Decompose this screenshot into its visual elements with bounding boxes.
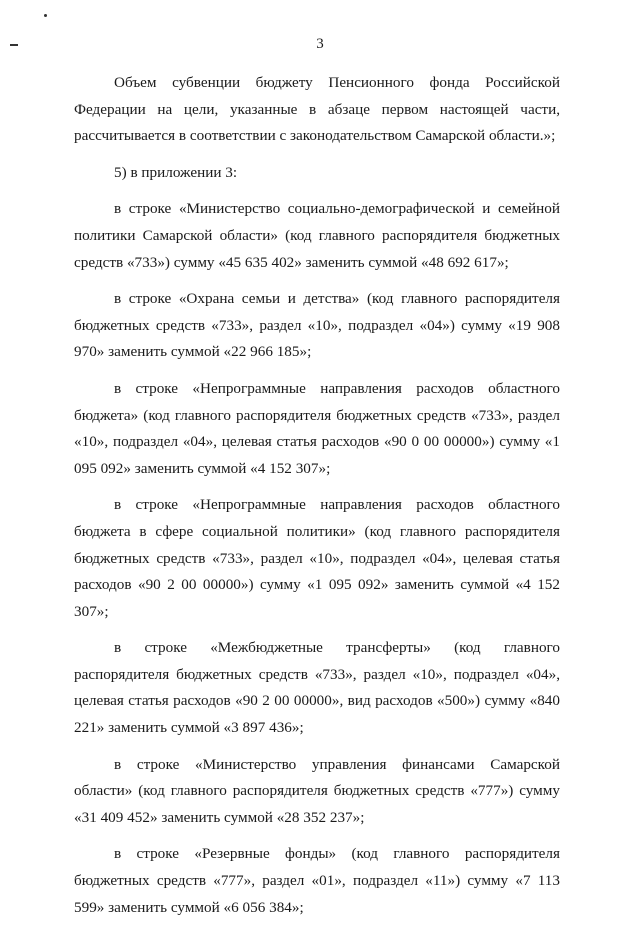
paragraph-non-program-social: в строке «Непрограммные направления расходов областного бюджета в сфере социальной политики» (код главного распорядителя бюджетных средств «733», раздел «10», подраздел «04», целевая статья расходов «90 2 00 00000») сумму «1 095 092» заменить суммой «4 152 307»; — [74, 496, 560, 620]
document-body — [74, 70, 560, 931]
paragraph-family-protection: в строке «Охрана семьи и детства» (код главного распорядителя бюджетных средств «733», раздел «10», подраздел «04») сумму «19 908 970» заменить суммой «22 966 185»; — [74, 290, 560, 361]
page-number: 3 — [316, 36, 324, 52]
paragraph-non-program: в строке «Непрограммные направления расходов областного бюджета» (код главного распорядителя бюджетных средств «733», раздел «10», подраздел «04», целевая статья расходов «90 0 00 00000») сумму «1 095 092» заменить суммой «4 152 307»; — [74, 379, 560, 477]
paragraph-subvention: Объем субвенции бюджету Пенсионного фонда Российской Федерации на цели, указанные в абзаце первом настоящей части, рассчитывается в соответствии с законодательством Самарской области.»; — [74, 74, 560, 145]
paragraph-ministry-finance: в строке «Министерство управления финансами Самарской области» (код главного распорядителя бюджетных средств «777») сумму «31 409 452» заменить суммой «28 352 237»; — [74, 755, 560, 826]
scan-mark-dot — [44, 14, 47, 17]
paragraph-appendix-3: 5) в приложении 3: — [114, 163, 238, 181]
paragraph-ministry-social: в строке «Министерство социально-демографической и семейной политики Самарской области» (код главного распорядителя бюджетных средств «733») сумму «45 635 402» заменить суммой «48 692 617»; — [74, 200, 560, 271]
paragraph-reserve-funds: в строке «Резервные фонды» (код главного распорядителя бюджетных средств «777», раздел «01», подраздел «11») сумму «7 113 599» заменить суммой «6 056 384»; — [74, 845, 560, 916]
paragraph-interbudget-transfers: в строке «Межбюджетные трансферты» (код главного распорядителя бюджетных средств «733», раздел «10», подраздел «04», целевая статья расходов «90 2 00 00000», вид расходов «500») сумму «840 221» заменить суммой «3 897 436»; — [74, 639, 560, 737]
